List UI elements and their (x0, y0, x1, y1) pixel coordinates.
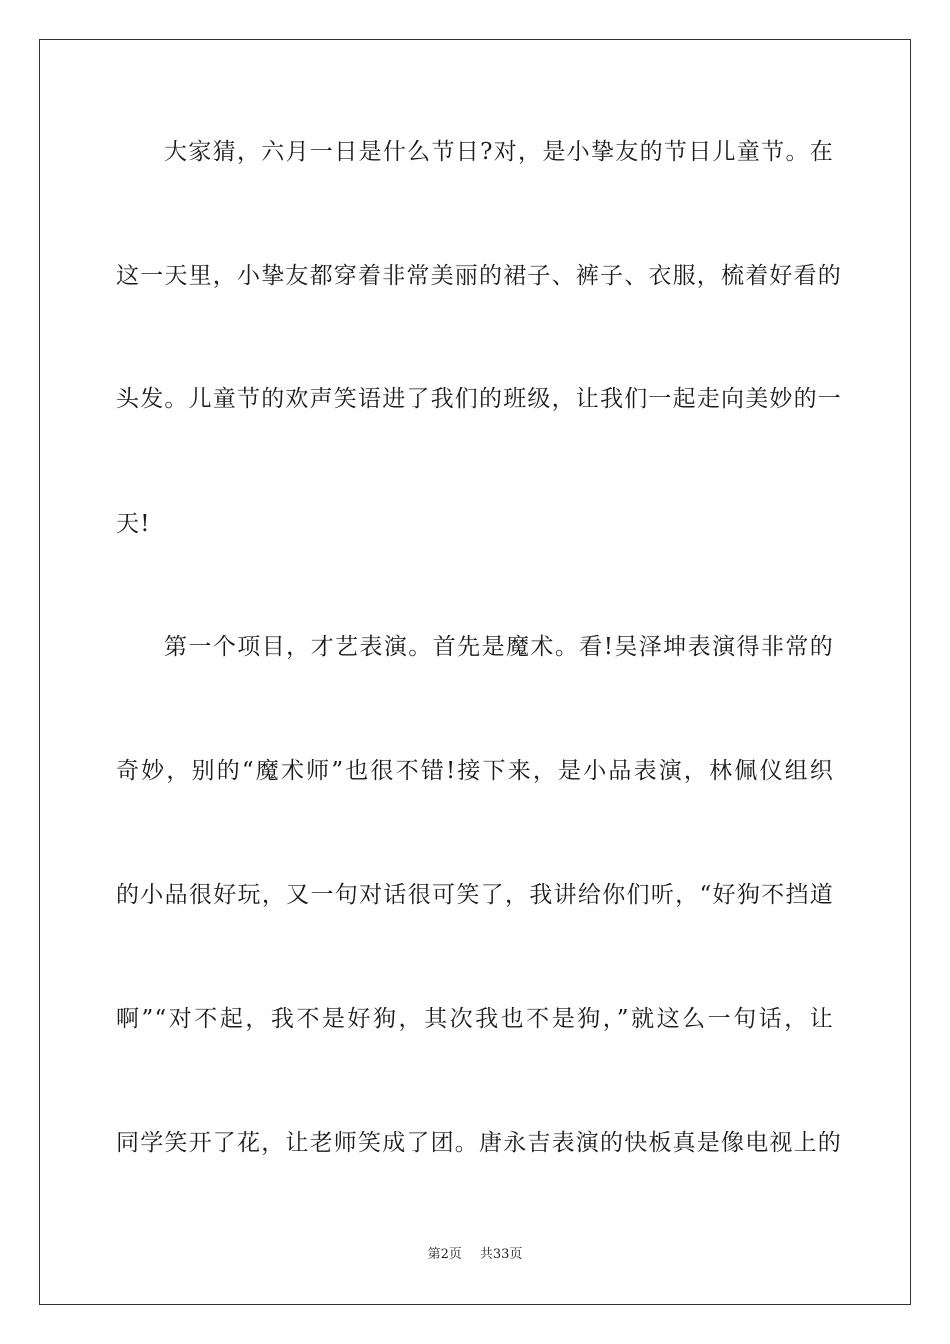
page-number: 第2页 (427, 1247, 462, 1262)
paragraph-1-line-1: 大家猜，六月一日是什么节日?对，是小挚友的节日儿童节。在 (164, 139, 834, 165)
paragraph-1-line-3: 头发。儿童节的欢声笑语进了我们的班级，让我们一起走向美妙的一 (116, 386, 842, 412)
paragraph-2-line-4: 啊”“对不起，我不是好狗，其次我也不是狗，”就这么一句话，让 (116, 1006, 834, 1032)
paragraph-2-line-5: 同学笑开了花，让老师笑成了团。唐永吉表演的快板真是像电视上的 (116, 1130, 842, 1156)
page-footer (0, 1246, 950, 1264)
paragraph-2-line-2: 奇妙，别的“魔术师”也很不错!接下来，是小品表演，林佩仪组织 (116, 758, 834, 784)
page-frame (39, 39, 911, 1305)
paragraph-2-line-1: 第一个项目，才艺表演。首先是魔术。看!吴泽坤表演得非常的 (164, 634, 834, 660)
paragraph-2-line-3: 的小品很好玩，又一句对话很可笑了，我讲给你们听，“好狗不挡道 (116, 882, 834, 908)
page-total: 共33页 (479, 1247, 523, 1262)
paragraph-1-line-4: 天! (116, 511, 151, 537)
paragraph-1-line-2: 这一天里，小挚友都穿着非常美丽的裙子、裤子、衣服，梳着好看的 (116, 263, 842, 289)
